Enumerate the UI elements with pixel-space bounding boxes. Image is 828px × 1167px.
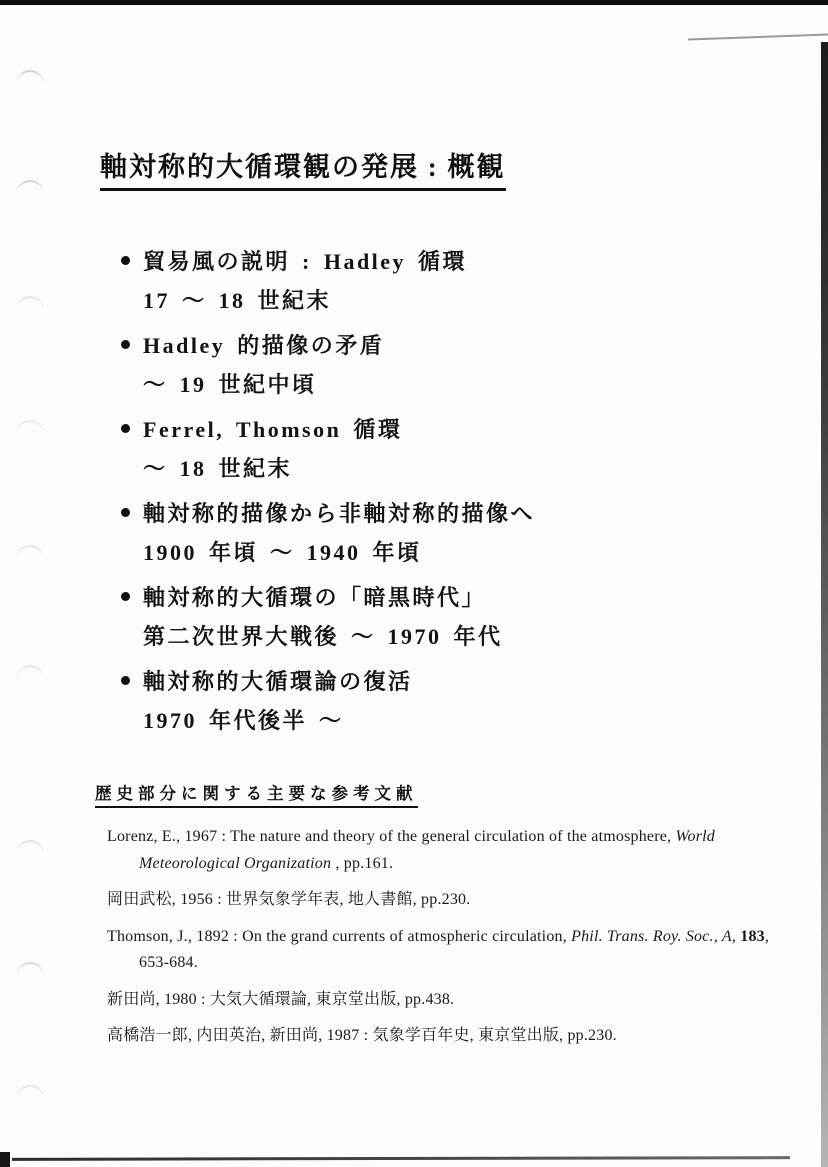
reference-text: 高橋浩一郎, 内田英治, 新田尚, 1987 : 気象学百年史, 東京堂出版, pp.230.: [107, 1027, 617, 1044]
bullet-topic-line: [121, 411, 681, 450]
bullet-item-axisymmetric-to-nonaxisymmetric: [121, 495, 681, 572]
scan-edge-top: [0, 0, 828, 5]
bullet-topic-line: [121, 579, 681, 618]
reference-journal-italic: World Meteorological Organization: [139, 828, 715, 872]
bullet-period-line: 1970 年代後半 ～: [143, 707, 344, 733]
scan-edge-right: [821, 42, 828, 1167]
bullet-period-line: 第二次世界大戦後 ～ 1970 年代: [143, 623, 503, 649]
reference-entry-okada-1956: [107, 887, 783, 914]
bullet-icon: [121, 424, 130, 433]
bullet-icon: [121, 340, 130, 349]
bullet-topic-text: 軸対称的描像から非軸対称的描像へ: [143, 501, 536, 526]
reference-text: Lorenz, E., 1967 : The nature and theory of the general circulation of the atmosphere,: [107, 828, 676, 845]
binding-mark: [16, 70, 44, 86]
reference-text: , pp.161.: [331, 854, 394, 872]
scan-diagonal-mark: [688, 34, 828, 41]
bullet-topic-line: [121, 243, 681, 282]
binding-mark: [16, 545, 44, 561]
reference-text: ,: [731, 927, 741, 945]
bullet-item-hadley-contradiction: [121, 327, 681, 404]
scan-corner-bottom-left: [0, 1152, 10, 1167]
reference-volume-bold: 183: [740, 927, 765, 945]
reference-entry-nitta-1980: [107, 987, 783, 1014]
reference-entry-thomson-1892: [107, 924, 783, 977]
bullet-topic-line: [121, 327, 681, 366]
bullet-icon: [121, 508, 130, 517]
binding-mark: [16, 180, 44, 196]
reference-text: 新田尚, 1980 : 大気大循環論, 東京堂出版, pp.438.: [107, 990, 455, 1008]
bullet-topic-line: [121, 663, 681, 702]
bullet-period-line: 1900 年頃 ～ 1940 年頃: [143, 539, 422, 565]
bullet-icon: [121, 592, 130, 601]
binding-mark: [16, 296, 44, 312]
bullet-icon: [121, 256, 130, 265]
reference-entry-lorenz-1967: [107, 824, 783, 877]
bullet-item-dark-age: [121, 579, 681, 656]
reference-entry-takahashi-1987: [107, 1023, 783, 1050]
bullet-item-revival: [121, 663, 681, 740]
bullet-period-line: 17 ～ 18 世紀末: [143, 287, 332, 313]
document-title: 軸対称的大循環観の発展 : 概観: [100, 145, 506, 191]
bullet-icon: [121, 676, 130, 685]
bullet-topic-line: [121, 495, 681, 534]
bullet-topic-text: Hadley 的描像の矛盾: [143, 333, 385, 358]
bullet-period-line: ～ 18 世紀末: [143, 455, 293, 481]
reference-text: Thomson, J., 1892 : On the grand currents of atmospheric circulation,: [107, 927, 572, 945]
reference-list: [107, 824, 783, 1060]
binding-mark: [16, 962, 44, 978]
bullet-topic-text: 貿易風の説明 : Hadley 循環: [143, 249, 468, 274]
binding-mark: [16, 420, 44, 436]
binding-mark: [16, 1085, 44, 1101]
reference-text: 岡田武松, 1956 : 世界気象学年表, 地人書館, pp.230.: [107, 891, 471, 908]
binding-mark: [16, 840, 44, 856]
binding-mark: [16, 665, 44, 681]
bullet-topic-text: 軸対称的大循環論の復活: [143, 669, 413, 694]
bullet-list: [121, 243, 681, 747]
scan-edge-bottom-line: [12, 1156, 790, 1161]
reference-text: , 653-684.: [139, 927, 770, 971]
references-heading: 歴史部分に関する主要な参考文献: [95, 780, 418, 808]
bullet-topic-text: 軸対称的大循環の「暗黒時代」: [143, 585, 487, 610]
bullet-period-line: ～ 19 世紀中頃: [143, 371, 317, 397]
bullet-item-ferrel-thomson: [121, 411, 681, 488]
reference-journal-italic: Phil. Trans. Roy. Soc., A: [571, 927, 732, 945]
bullet-item-hadley-circulation: [121, 243, 681, 320]
bullet-topic-text: Ferrel, Thomson 循環: [143, 417, 403, 442]
